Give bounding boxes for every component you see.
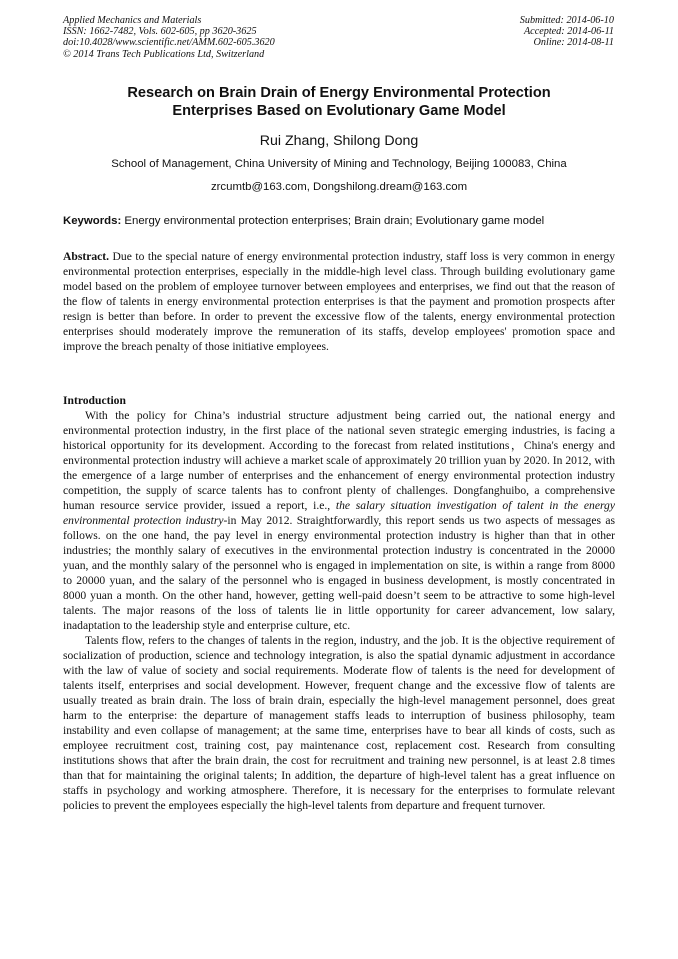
intro-p1-text-a: With the policy for China’s industrial structure adjustment being carried out, the national energy and environmental protection industry, in the first place of the national seven strategic emerging industries, is facing a historical opportunity for its development. According to the forecast from related institutions，China's energy and environmental protection industry will achieve a market scale of approximately 20 trillion yuan by 2020. In 2012, with the emergence of a large number of enterprises and the enhancement of energy environmental protection industry competition, the supply of scarce talents has to confront plenty of challenges. Dongfanghuibo, a comprehensive human resource service provider, issued a report, i.e.,	[63, 409, 615, 512]
paper-title	[63, 84, 615, 120]
abstract	[63, 249, 615, 354]
accepted-date: Accepted: 2014-06-11	[523, 26, 614, 38]
keywords-label: Keywords:	[63, 215, 122, 227]
title-line-1: Research on Brain Drain of Energy Environmental Protection	[127, 85, 551, 101]
title-line-2: Enterprises Based on Evolutionary Game Model	[172, 103, 506, 119]
intro-paragraph-1	[63, 408, 615, 633]
issn-line: ISSN: 1662-7482, Vols. 602-605, pp 3620-3625	[63, 26, 257, 38]
report-title-italic: the salary situation investigation of talent in the energy environmental protection industry	[63, 499, 615, 527]
introduction-body	[63, 408, 615, 813]
journal-name: Applied Mechanics and Materials	[63, 15, 202, 26]
online-date: Online: 2014-08-11	[533, 37, 614, 49]
abstract-label: Abstract.	[63, 250, 110, 263]
authors: Rui Zhang, Shilong Dong	[259, 133, 419, 149]
introduction-heading: Introduction	[63, 394, 126, 407]
submitted-date: Submitted: 2014-06-10	[519, 15, 614, 26]
keywords-text: Energy environmental protection enterprises; Brain drain; Evolutionary game model	[124, 215, 545, 227]
keywords	[63, 214, 623, 228]
journal-info	[63, 15, 275, 60]
author-emails[interactable]: zrcumtb@163.com, Dongshilong.dream@163.com	[210, 181, 468, 193]
copyright-line: © 2014 Trans Tech Publications Ltd, Switzerland	[63, 48, 265, 60]
intro-paragraph-2: Talents flow, refers to the changes of talents in the region, industry, and the job. It is the objective requirement of socialization of production, science and technology integration, is also the spatial dynamic adjustment in accordance with the law of value of society and social requirements. Moderate flow of talents is the need for development of talents itself, enterprises and social development. However, frequent change and the excessive flow of talents are usually treated as brain drain. The loss of brain drain, especially the high-level management personnel, does great harm to the enterprise: the departure of management staffs leads to interruption of business philosophy, team instability and even collapse of management; at the same time, enterprises have to bear all kinds of costs, such as employee recruitment cost, training cost, pay maintenance cost, replacement cost. Research from consulting institutions shows that after the brain drain, the cost for recruitment and training new personnel, is at least 2.8 times than that for maintaining the original talents; In addition, the departure of high-level talent has a great influence on staffs in psychology and working atmosphere. Therefore, it is necessary for the enterprises to formulate relevant policies to prevent the employees especially the high-level talents from departure and frequent turnover.	[63, 634, 615, 812]
abstract-text: Due to the special nature of energy environmental protection industry, staff loss is very common in energy environmental protection enterprises, especially in the middle-high level class. Through building evolutionary game model based on the problem of employee turnover between employees and enterprises, we find out that the reason of the flow of talents in energy environmental protection enterprises is that the payment and promotion prospects after resign is better than before. In order to prevent the excessive flow of the talents, energy environmental protection enterprises should moderately improve the remuneration of its staffs, develop employees' promotion space and improve the breach penalty of those initiative employees.	[63, 250, 615, 353]
affiliation: School of Management, China University of Mining and Technology, Beijing 100083, China	[111, 158, 567, 170]
publication-dates	[520, 15, 614, 49]
doi-line[interactable]: doi:10.4028/www.scientific.net/AMM.602-605.3620	[63, 37, 275, 49]
intro-p1-text-b: -in May 2012. Straightforwardly, this report sends us two aspects of messages as follows. on the one hand, the pay level in energy environmental protection industry is higher than that in other industries; the monthly salary of executives in the environmental protection industry is concentrated in the 20000 yuan, and the monthly salary of the personnel who is engaged in implementation on site, is within a range from 8000 to 20000 yuan, and the salary of the personnel who is engaged in business development, is mostly concentrated in 8000 yuan a month. On the other hand, however, getting well-paid doesn’t seem to be attractive to some high-level talents. The major reasons of the loss of talents lie in little opportunity for career advancement, low salary, inadaptation to the leadership style and enterprise culture, etc.	[63, 514, 616, 632]
